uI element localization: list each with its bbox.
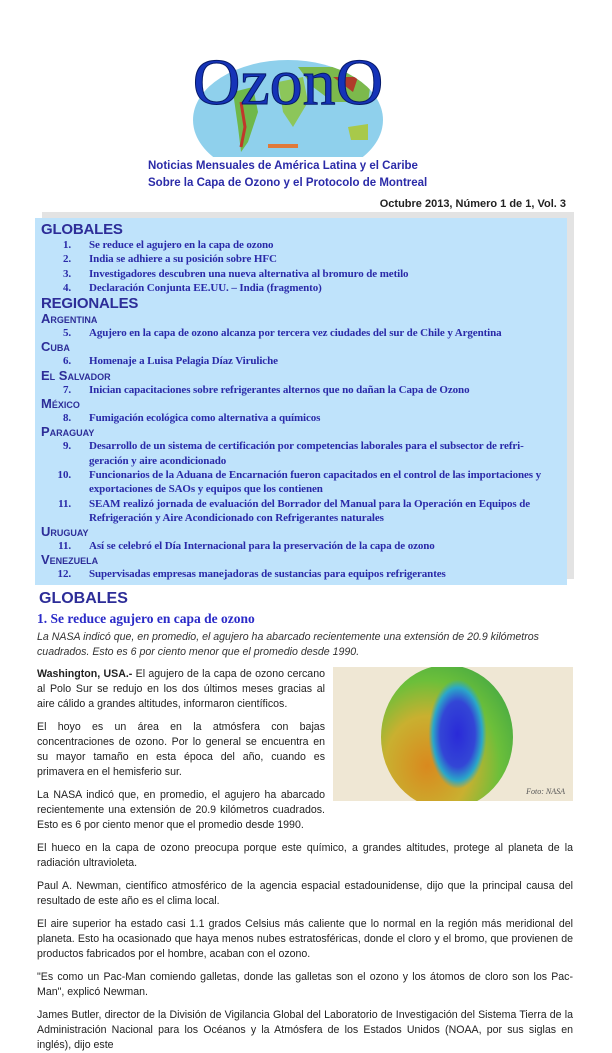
toc-item-number: 7. <box>62 383 71 396</box>
toc-item-title[interactable]: Fumigación ecológica como alternativa a químicos <box>89 412 321 425</box>
toc-item-title[interactable]: Se reduce el agujero en la capa de ozono <box>89 239 274 251</box>
toc-item[interactable] <box>41 411 567 425</box>
toc-item[interactable] <box>41 238 567 252</box>
toc-item[interactable] <box>41 326 567 340</box>
toc-item-number: 6. <box>62 355 71 368</box>
toc-item-number: 11. <box>58 540 71 553</box>
toc-item[interactable] <box>41 354 567 368</box>
toc-item-title[interactable]: Declaración Conjunta EE.UU. – India (fragmento) <box>89 281 322 294</box>
toc-item-title[interactable]: Así se celebró el Día Internacional para la preservación de la capa de ozono <box>89 540 435 553</box>
toc-item-title[interactable]: Inician capacitaciones sobre refrigerantes alternos que no dañan la Capa de Ozono <box>89 383 470 396</box>
paragraph: "Es como un Pac-Man comiendo galletas, donde las galletas son el ozono y los átomos de cloro son los Pac-Man", explicó Newman. <box>37 970 573 998</box>
toc-item-number: 8. <box>62 412 71 425</box>
paragraph: El hueco en la capa de ozono preocupa porque este químico, a grandes altitudes, protege al planeta de la radiación ultravioleta. <box>37 841 573 869</box>
article <box>37 589 573 1053</box>
masthead <box>0 0 612 218</box>
paragraph: James Butler, director de la División de Vigilancia Global del Laboratorio de Investigación del Sistema Tierra de la Administración Nacional para los Océanos y la Atmósfera de los Estados Unidos (NOAA, por sus siglas en inglés), dijo este <box>37 1008 573 1051</box>
toc-country-heading: El Salvador <box>41 367 111 383</box>
toc-item-title[interactable]: SEAM realizó jornada de evaluación del Borrador del Manual para la Operación en Equipos de Refrigeración y Aire Acondicionado con Refrigerantes naturales <box>89 497 531 524</box>
toc-item[interactable] <box>41 439 567 468</box>
article-lead: La NASA indicó que, en promedio, el agujero ha abarcado recientemente una extensión de 20.9 kilómetros cuadrados. Esto es 6 por ciento menor que el promedio desde 1990. <box>37 630 539 658</box>
newsletter-subtitle <box>148 158 427 192</box>
toc-item-title[interactable]: Supervisadas empresas manejadoras de sustancias para equipos refrigerantes <box>89 568 446 581</box>
ozone-hole-photo <box>333 667 573 801</box>
toc-item-number: 10. <box>57 468 71 481</box>
toc-item-number: 9. <box>62 440 71 453</box>
logo-text: OzonO <box>192 46 384 119</box>
toc-item-title[interactable]: Funcionarios de la Aduana de Encarnación fueron capacitados en el control de las importaciones y exportaciones de SAOs y equipos que los contienen <box>89 468 542 496</box>
toc-country-heading: Cuba <box>41 339 70 355</box>
toc-item-number: 3. <box>62 267 71 280</box>
paragraph: La NASA indicó que, en promedio, el agujero ha abarcado recientemente una extensión de 20.9 kilómetros cuadrados. Esto es 6 por ciento menor que el promedio desde 1990. <box>37 788 325 831</box>
toc-container <box>35 218 567 585</box>
toc-item[interactable] <box>41 497 567 526</box>
toc-section-globales: GLOBALES <box>41 221 123 238</box>
subtitle-line-1: Noticias Mensuales de América Latina y el Caribe <box>148 160 418 172</box>
toc-item-number: 11. <box>58 497 71 510</box>
photo-credit: Foto: NASA <box>526 786 565 796</box>
table-of-contents <box>35 218 567 585</box>
toc-item-title[interactable]: Desarrollo de un sistema de certificación por competencias laborales para el subsector de refri-geración y aire acondicionado <box>89 440 524 467</box>
toc-country-heading: Argentina <box>41 311 98 327</box>
toc-item-title[interactable]: Homenaje a Luisa Pelagia Díaz Viruliche <box>89 355 278 368</box>
toc-item[interactable] <box>41 267 567 281</box>
ozone-globe-image <box>381 667 513 801</box>
toc-item[interactable] <box>41 281 567 295</box>
section-heading: GLOBALES <box>39 589 128 607</box>
paragraph: El hoyo es un área en la atmósfera con bajas concentraciones de ozono. Por lo general se encuentra en su mayor tamaño en esta época del año, cuando es primavera en el hemisferio sur. <box>37 720 325 778</box>
toc-country-heading: Venezuela <box>41 552 99 568</box>
article-title: 1. Se reduce agujero en capa de ozono <box>37 610 255 626</box>
dateline: Washington, USA.- <box>37 667 133 680</box>
toc-item[interactable] <box>41 468 567 497</box>
toc-country-heading: Paraguay <box>41 424 95 440</box>
toc-item-number: 1. <box>62 239 71 251</box>
toc-item-number: 4. <box>62 281 71 294</box>
toc-item-number: 5. <box>62 327 71 340</box>
subtitle-line-2: Sobre la Capa de Ozono y el Protocolo de Montreal <box>148 177 428 189</box>
ozono-logo <box>183 32 393 157</box>
toc-country-heading: Uruguay <box>41 524 89 540</box>
paragraph: El aire superior ha estado casi 1.1 grados Celsius más caliente que lo normal en la región más meridional del planeta. Esto ha ocasionado que haya menos nubes estratosféricas, donde el cloro y el bromo, que provienen de productos fabricados por el hombre, acaban con el ozono. <box>37 917 573 960</box>
toc-item[interactable] <box>41 252 567 266</box>
toc-item-title[interactable]: India se adhiere a su posición sobre HFC <box>89 253 277 266</box>
toc-item[interactable] <box>41 539 567 553</box>
toc-item[interactable] <box>41 383 567 397</box>
paragraph: Paul A. Newman, científico atmosférico de la agencia espacial estadounidense, dijo que la principal causa del resultado de este año es el clima local. <box>37 879 573 907</box>
toc-item-title[interactable]: Agujero en la capa de ozono alcanza por tercera vez ciudades del sur de Chile y Argentina <box>89 327 502 340</box>
paragraph-text: El agujero de la capa de ozono cercano al Polo Sur se redujo en los dos últimos meses gracias al aire cálido a grandes altitudes, informaron científicos. <box>37 667 325 710</box>
toc-item-title[interactable]: Investigadores descubren una nueva alternativa al bromuro de metilo <box>89 267 409 280</box>
toc-item-number: 12. <box>57 568 71 581</box>
issue-info: Octubre 2013, Número 1 de 1, Vol. 3 <box>379 198 566 210</box>
toc-item[interactable] <box>41 567 567 581</box>
toc-country-heading: México <box>41 396 80 412</box>
toc-section-regionales: REGIONALES <box>41 295 139 313</box>
toc-item-number: 2. <box>62 253 71 266</box>
